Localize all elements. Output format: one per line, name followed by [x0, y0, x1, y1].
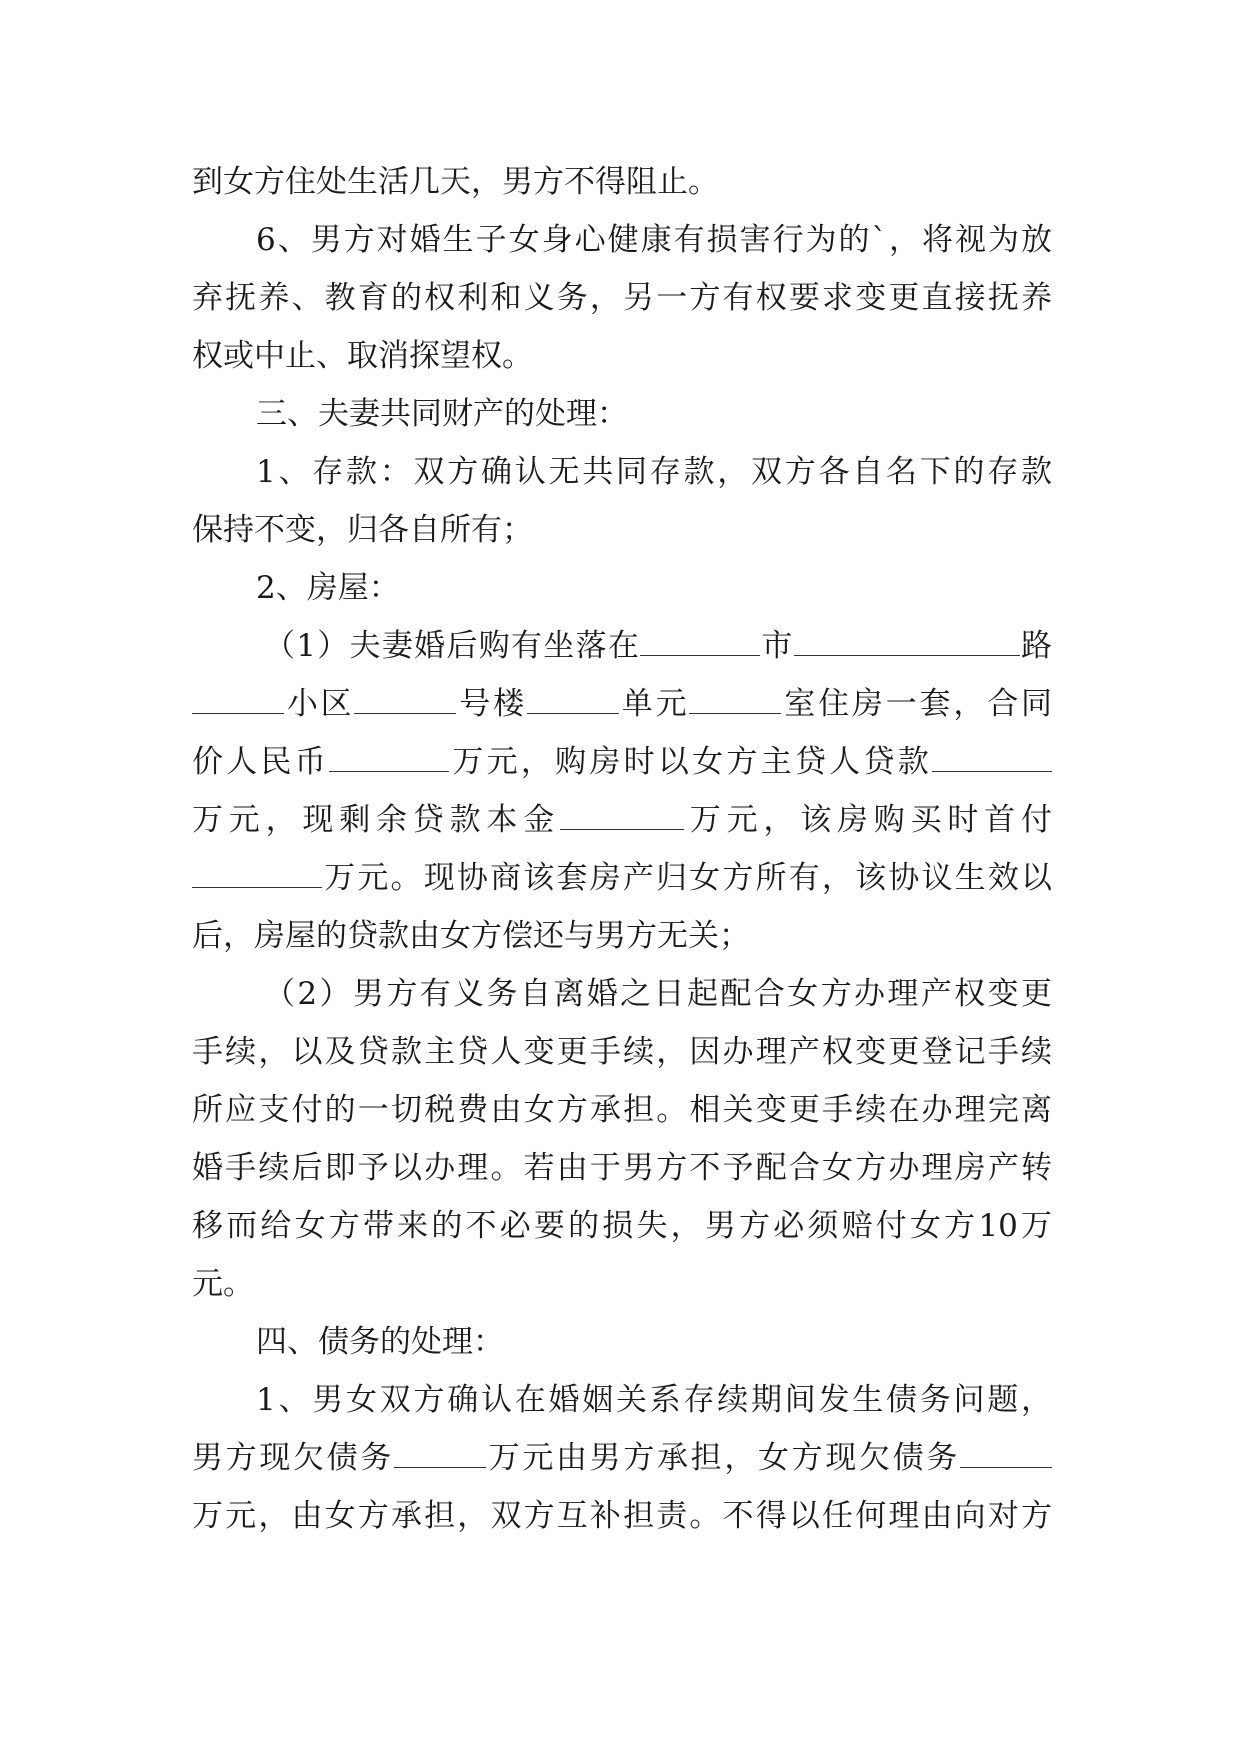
text-line	[192, 1371, 1052, 1429]
text-span: 万元，购房时以女方主贷人贷款	[449, 744, 933, 780]
text-span: 万元，现剩余贷款本金	[192, 802, 560, 838]
text-line	[192, 1023, 1052, 1081]
text-span: 单元	[618, 686, 690, 722]
text-line	[192, 211, 1052, 269]
text-span: 后，房屋的贷款由女方偿还与男方无关；	[192, 918, 750, 954]
fill-blank	[932, 745, 1052, 772]
text-line	[192, 559, 1052, 617]
text-line	[192, 791, 1052, 849]
text-span: （2）男方有义务自离婚之日起配合女方办理产权变更	[264, 976, 1052, 1012]
text-span: 到女方住处生活几天，男方不得阻止。	[192, 164, 719, 200]
fill-blank	[192, 687, 284, 714]
document-page	[192, 153, 1052, 1545]
text-line	[192, 849, 1052, 907]
text-line	[192, 153, 1052, 211]
text-span: 价人民币	[192, 744, 330, 780]
text-line	[192, 617, 1052, 675]
fill-blank	[354, 687, 456, 714]
fill-blank	[192, 861, 322, 888]
text-line	[192, 501, 1052, 559]
text-span: 男方现欠债务	[192, 1440, 394, 1476]
section-heading	[192, 385, 1052, 443]
fill-blank	[640, 629, 760, 656]
text-span: 移而给女方带来的不必要的损失，男方必须赔付女方10万	[192, 1208, 1052, 1244]
text-line	[192, 1487, 1052, 1545]
text-span: （1）夫妻婚后购有坐落在	[264, 628, 641, 664]
text-span: 万元，该房购买时首付	[684, 802, 1052, 838]
text-line	[192, 907, 1052, 965]
text-span: 室住房一套，合同	[781, 686, 1052, 722]
text-span: 1、存款：双方确认无共同存款，双方各自名下的存款	[256, 454, 1052, 490]
text-line	[192, 675, 1052, 733]
text-line	[192, 1429, 1052, 1487]
text-line	[192, 327, 1052, 385]
text-span: 小区	[284, 686, 355, 722]
text-line	[192, 1081, 1052, 1139]
text-span: 手续，以及贷款主贷人变更手续，因办理产权变更登记手续	[192, 1034, 1052, 1070]
fill-blank	[394, 1441, 486, 1468]
text-line	[192, 443, 1052, 501]
text-line	[192, 1197, 1052, 1255]
text-line	[192, 1139, 1052, 1197]
text-span: 市	[760, 628, 794, 664]
fill-blank	[527, 687, 619, 714]
text-line	[192, 1255, 1052, 1313]
section-heading	[192, 1313, 1052, 1371]
text-span: 弃抚养、教育的权利和义务，另一方有权要求变更直接抚养	[192, 280, 1052, 316]
text-span: 四、债务的处理：	[256, 1324, 504, 1360]
text-span: 号楼	[456, 686, 527, 722]
text-line	[192, 269, 1052, 327]
text-span: 2、房屋：	[256, 570, 400, 606]
fill-blank	[689, 687, 781, 714]
text-span: 1、男女双方确认在婚姻关系存续期间发生债务问题，	[256, 1382, 1052, 1418]
text-span: 路	[1019, 628, 1052, 664]
text-span: 6、男方对婚生子女身心健康有损害行为的`，将视为放	[256, 222, 1052, 258]
fill-blank	[560, 803, 684, 830]
fill-blank	[329, 745, 449, 772]
text-span: 权或中止、取消探望权。	[192, 338, 533, 374]
text-span: 婚手续后即予以办理。若由于男方不予配合女方办理房产转	[192, 1150, 1052, 1186]
text-span: 三、夫妻共同财产的处理：	[256, 396, 628, 432]
text-line	[192, 733, 1052, 791]
text-span: 万元由男方承担，女方现欠债务	[486, 1440, 960, 1476]
fill-blank	[960, 1441, 1052, 1468]
text-span: 万元。现协商该套房产归女方所有，该协议生效以	[322, 860, 1052, 896]
text-span: 元。	[192, 1266, 254, 1302]
fill-blank	[794, 629, 1020, 656]
text-span: 万元，由女方承担，双方互补担责。不得以任何理由向对方	[192, 1498, 1052, 1534]
text-span: 所应支付的一切税费由女方承担。相关变更手续在办理完离	[192, 1092, 1052, 1128]
text-span: 保持不变，归各自所有；	[192, 512, 533, 548]
text-line	[192, 965, 1052, 1023]
